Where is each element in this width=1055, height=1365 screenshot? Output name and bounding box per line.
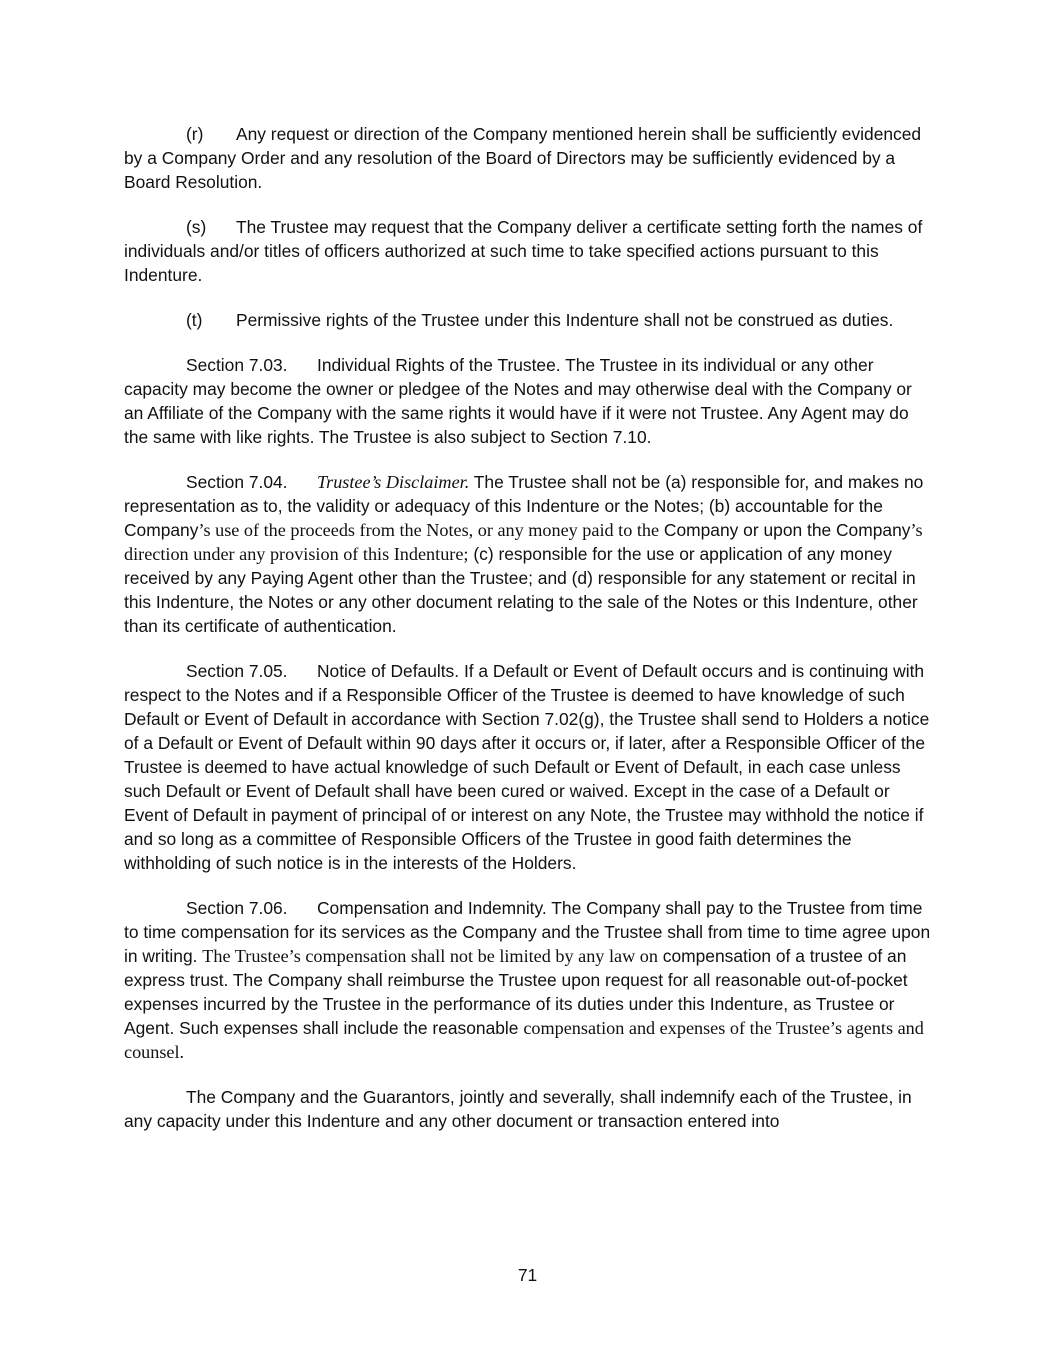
- section-text-serif: ’s use of the proceeds from the Notes, or any money paid to the: [198, 520, 660, 540]
- paragraph-r: [124, 122, 932, 194]
- clause-text: The Trustee may request that the Company deliver a certificate setting forth the names of individuals and/or titles of officers authorized at such time to take specified actions pursuant to this Indenture.: [124, 217, 923, 285]
- section-heading: Notice of Defaults.: [317, 661, 460, 681]
- section-number: Section 7.04.: [186, 472, 288, 492]
- section-heading: Trustee’s Disclaimer.: [317, 472, 470, 492]
- section-text: If a Default or Event of Default occurs and is continuing with respect to the Notes and if a Responsible Officer of the Trustee is deemed to have knowledge of such Default or Event of Default in accordance with Section 7.02(g), the Trustee shall send to Holders a notice of a Default or Event of Default within 90 days after it occurs or, if later, after a Responsible Officer of the Trustee is deemed to have actual knowledge of such Default or Event of Default, in each case unless such Default or Event of Default shall have been cured or waived. Except in the case of a Default or Event of Default in payment of principal of or interest on any Note, the Trustee may withhold the notice if and so long as a committee of Responsible Officers of the Trustee in good faith determines the withholding of such notice is in the interests of the Holders.: [124, 661, 930, 873]
- paragraph-text: The Company and the Guarantors, jointly and severally, shall indemnify each of the Trustee, in any capacity under this Indenture and any other document or transaction entered into: [124, 1087, 912, 1131]
- section-heading: Individual Rights of the Trustee.: [317, 355, 561, 375]
- document-page: [124, 122, 932, 1154]
- clause-text: Any request or direction of the Company mentioned herein shall be sufficiently evidenced by a Company Order and any resolution of the Board of Directors may be sufficiently evidenced by a Board Resolution.: [124, 124, 922, 192]
- clause-label: (s): [186, 217, 207, 237]
- paragraph-t: [124, 308, 932, 332]
- section-7-06: [124, 896, 932, 1064]
- section-text-serif: compensation and expenses of the Trustee’s agents and counsel.: [124, 1018, 924, 1062]
- page-number: 71: [517, 1265, 538, 1285]
- section-number: Section 7.05.: [186, 661, 288, 681]
- section-text-serif: The Trustee’s compensation shall not be limited by any law on: [202, 946, 658, 966]
- section-text: The Trustee shall not be (a) responsible for, and makes no representation as to, the validity or adequacy of this Indenture or the Notes; (b) accountable for the Company: [124, 472, 924, 540]
- section-text: The Company shall pay to the Trustee from time to time compensation for its services as the Company and the Trustee shall from time to time agree upon in writing.: [124, 898, 931, 966]
- clause-label: (t): [186, 310, 203, 330]
- section-number: Section 7.03.: [186, 355, 288, 375]
- clause-label: (r): [186, 124, 204, 144]
- section-text: The Trustee in its individual or any other capacity may become the owner or pledgee of the Notes and may otherwise deal with the Company or an Affiliate of the Company with the same rights it would have if it were not Trustee. Any Agent may do the same with like rights. The Trustee is also subject to Section 7.10.: [124, 355, 912, 447]
- section-number: Section 7.06.: [186, 898, 288, 918]
- clause-text: Permissive rights of the Trustee under this Indenture shall not be construed as duties.: [236, 310, 894, 330]
- section-text: (c) responsible for the use or application of any money received by any Paying Agent other than the Trustee; and (d) responsible for any statement or recital in this Indenture, the Notes or any other document relating to the sale of the Notes or this Indenture, other than its certificate of authentication.: [124, 544, 918, 636]
- paragraph-s: [124, 215, 932, 287]
- section-text-serif: ’s direction under any provision of this Indenture;: [124, 520, 923, 564]
- section-text: Company or upon the Company: [663, 520, 911, 540]
- section-text: compensation of a trustee of an express trust. The Company shall reimburse the Trustee upon request for all reasonable out-of-pocket expenses incurred by the Trustee in the performance of its duties under this Indenture, as Trustee or Agent. Such expenses shall include the reasonable: [124, 946, 908, 1038]
- section-heading: Compensation and Indemnity.: [317, 898, 547, 918]
- indemnity-paragraph: [124, 1085, 932, 1133]
- section-7-03: [124, 353, 932, 449]
- section-7-04: [124, 470, 932, 638]
- section-7-05: [124, 659, 932, 875]
